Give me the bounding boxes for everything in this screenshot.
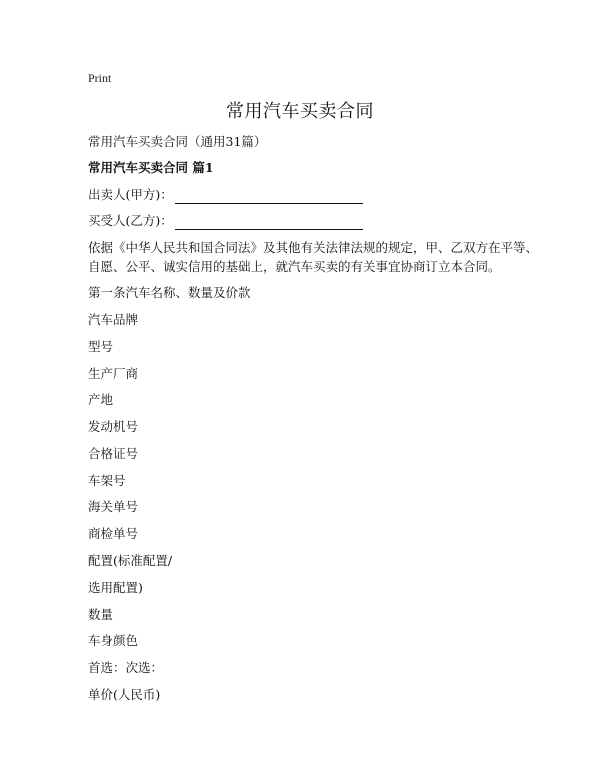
field-body-color: 车身颜色 (88, 633, 139, 648)
field-configuration: 配置(标准配置/ (88, 553, 173, 568)
buyer-label: 买受人(乙方)： (88, 213, 173, 228)
field-quantity: 数量 (88, 607, 114, 622)
buyer-line (88, 212, 363, 230)
field-customs-number: 海关单号 (88, 499, 139, 514)
intro-line: 自愿、公平、诚实信用的基础上，就汽车买卖的有关事宜协商订立本合同。 (88, 259, 501, 274)
field-manufacturer: 生产厂商 (88, 366, 139, 381)
field-engine-number: 发动机号 (88, 419, 139, 434)
field-origin: 产地 (88, 392, 114, 407)
field-configuration-optional: 选用配置) (88, 580, 143, 595)
field-brand: 汽车品牌 (88, 312, 139, 327)
field-unit-price: 单价(人民币) (88, 687, 161, 702)
intro-paragraph (88, 238, 539, 276)
section-heading: 常用汽车买卖合同 篇1 (88, 160, 214, 175)
seller-line (88, 186, 363, 204)
field-model: 型号 (88, 339, 114, 354)
document-title: 常用汽车买卖合同 (226, 101, 374, 122)
seller-label: 出卖人(甲方)： (88, 187, 173, 202)
field-certificate-number: 合格证号 (88, 446, 139, 461)
buyer-blank-line (175, 215, 363, 230)
print-link[interactable]: Print (88, 71, 112, 85)
seller-blank-line (175, 189, 363, 204)
article-one-heading: 第一条汽车名称、数量及价款 (88, 285, 251, 300)
document-subtitle: 常用汽车买卖合同（通用31篇） (88, 134, 267, 149)
field-color-choice: 首选：次选： (88, 660, 164, 675)
intro-line: 依据《中华人民共和国合同法》及其他有关法律法规的规定，甲、乙双方在平等、 (88, 240, 539, 255)
field-chassis-number: 车架号 (88, 473, 126, 488)
field-inspection-number: 商检单号 (88, 526, 139, 541)
